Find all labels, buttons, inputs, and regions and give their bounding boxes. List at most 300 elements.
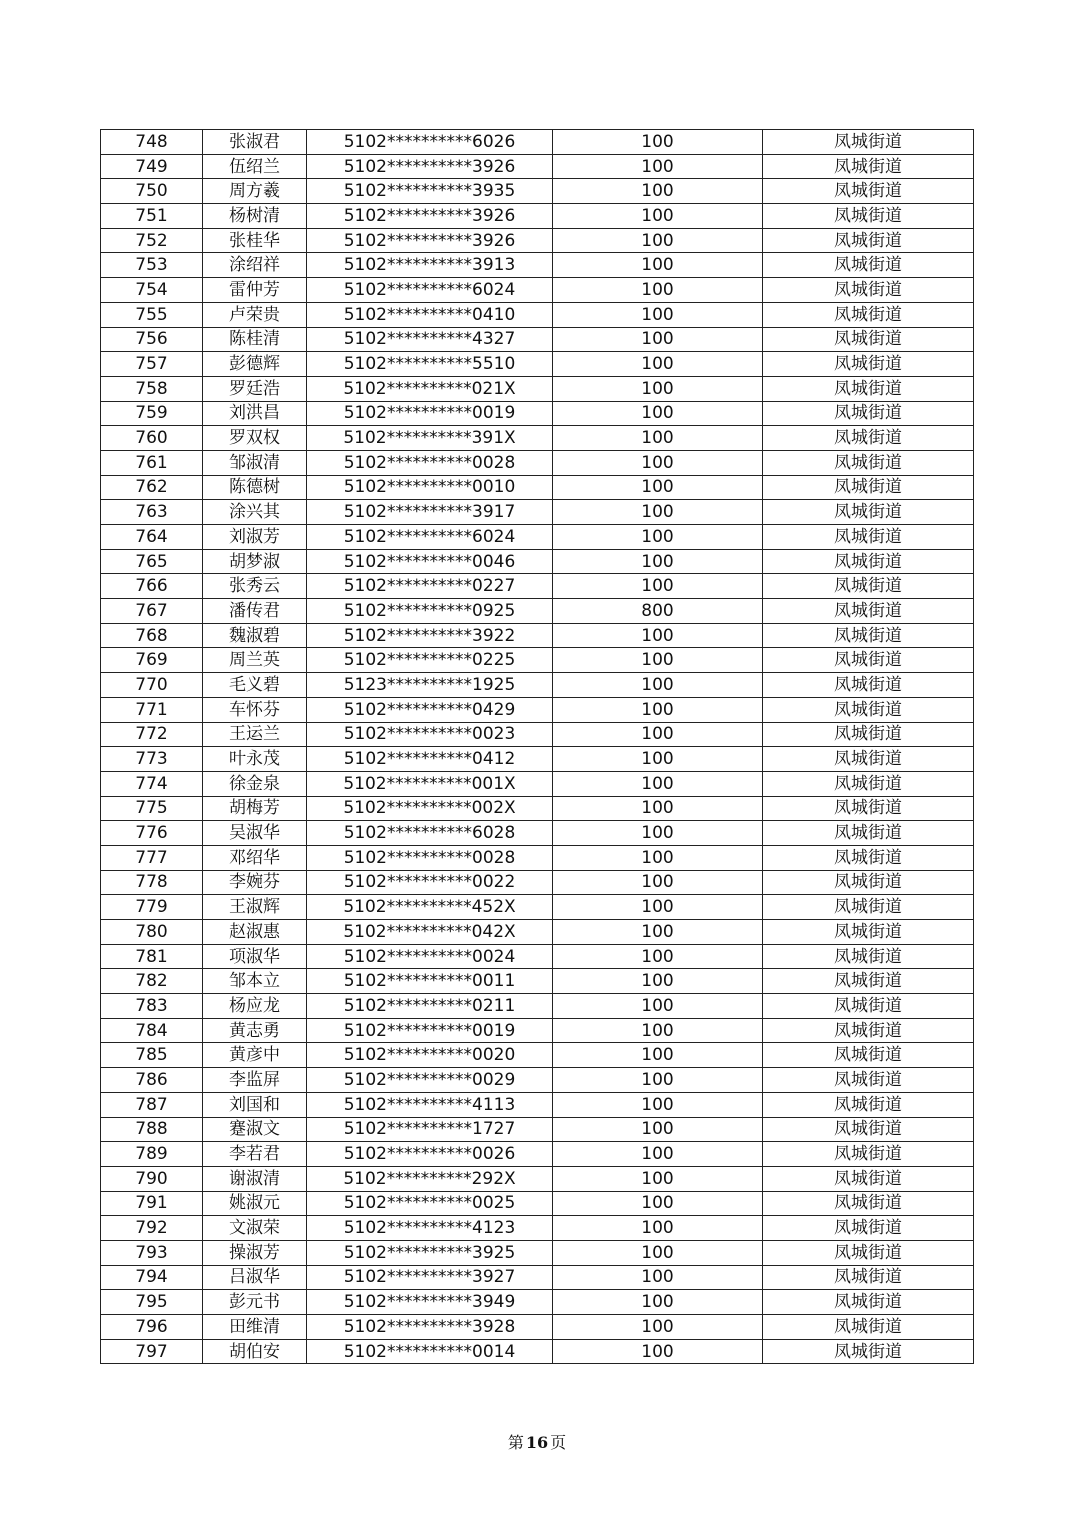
amount-cell: 100 <box>553 302 763 327</box>
amount-cell: 100 <box>553 796 763 821</box>
area-cell: 凤城街道 <box>763 1265 974 1290</box>
amount-cell: 100 <box>553 920 763 945</box>
amount-cell: 100 <box>553 994 763 1019</box>
row-number-cell: 748 <box>101 130 203 155</box>
amount-cell: 100 <box>553 845 763 870</box>
row-number-cell: 785 <box>101 1043 203 1068</box>
area-cell: 凤城街道 <box>763 796 974 821</box>
area-cell: 凤城街道 <box>763 697 974 722</box>
name-cell: 卢荣贵 <box>203 302 307 327</box>
row-number-cell: 793 <box>101 1240 203 1265</box>
name-cell: 项淑华 <box>203 944 307 969</box>
area-cell: 凤城街道 <box>763 1142 974 1167</box>
name-cell: 操淑芳 <box>203 1240 307 1265</box>
amount-cell: 100 <box>553 821 763 846</box>
table-row <box>101 278 974 303</box>
area-cell: 凤城街道 <box>763 352 974 377</box>
name-cell: 胡梦淑 <box>203 549 307 574</box>
area-cell: 凤城街道 <box>763 500 974 525</box>
area-cell: 凤城街道 <box>763 525 974 550</box>
area-cell: 凤城街道 <box>763 574 974 599</box>
row-number-cell: 797 <box>101 1339 203 1364</box>
area-cell: 凤城街道 <box>763 204 974 229</box>
area-cell: 凤城街道 <box>763 450 974 475</box>
row-number-cell: 775 <box>101 796 203 821</box>
row-number-cell: 760 <box>101 426 203 451</box>
name-cell: 彭元书 <box>203 1290 307 1315</box>
id-number-cell: 5102**********0412 <box>307 747 553 772</box>
table-row <box>101 475 974 500</box>
id-number-cell: 5102**********0019 <box>307 1018 553 1043</box>
id-number-cell: 5102**********3926 <box>307 154 553 179</box>
area-cell: 凤城街道 <box>763 401 974 426</box>
table-row <box>101 895 974 920</box>
area-cell: 凤城街道 <box>763 426 974 451</box>
amount-cell: 100 <box>553 253 763 278</box>
id-number-cell: 5102**********0046 <box>307 549 553 574</box>
row-number-cell: 771 <box>101 697 203 722</box>
table-row <box>101 1018 974 1043</box>
area-cell: 凤城街道 <box>763 278 974 303</box>
page-number: 16 <box>525 1433 549 1452</box>
table-row <box>101 204 974 229</box>
id-number-cell: 5102**********3913 <box>307 253 553 278</box>
name-cell: 王淑辉 <box>203 895 307 920</box>
name-cell: 彭德辉 <box>203 352 307 377</box>
name-cell: 罗双权 <box>203 426 307 451</box>
name-cell: 黄彦中 <box>203 1043 307 1068</box>
area-cell: 凤城街道 <box>763 549 974 574</box>
id-number-cell: 5102**********6024 <box>307 278 553 303</box>
page-footer <box>0 1430 1074 1453</box>
amount-cell: 100 <box>553 525 763 550</box>
table-row <box>101 500 974 525</box>
row-number-cell: 789 <box>101 1142 203 1167</box>
row-number-cell: 779 <box>101 895 203 920</box>
name-cell: 文淑荣 <box>203 1216 307 1241</box>
table-row <box>101 130 974 155</box>
table-row <box>101 599 974 624</box>
amount-cell: 100 <box>553 500 763 525</box>
table-row <box>101 821 974 846</box>
row-number-cell: 773 <box>101 747 203 772</box>
table-row <box>101 1068 974 1093</box>
table-row <box>101 944 974 969</box>
area-cell: 凤城街道 <box>763 870 974 895</box>
table-row <box>101 450 974 475</box>
name-cell: 雷仲芳 <box>203 278 307 303</box>
area-cell: 凤城街道 <box>763 1290 974 1315</box>
area-cell: 凤城街道 <box>763 1315 974 1340</box>
row-number-cell: 778 <box>101 870 203 895</box>
row-number-cell: 762 <box>101 475 203 500</box>
amount-cell: 100 <box>553 401 763 426</box>
amount-cell: 100 <box>553 1068 763 1093</box>
table-row <box>101 920 974 945</box>
name-cell: 胡梅芳 <box>203 796 307 821</box>
row-number-cell: 750 <box>101 179 203 204</box>
table-row <box>101 1166 974 1191</box>
row-number-cell: 786 <box>101 1068 203 1093</box>
table-row <box>101 870 974 895</box>
row-number-cell: 787 <box>101 1092 203 1117</box>
row-number-cell: 759 <box>101 401 203 426</box>
table-row <box>101 549 974 574</box>
name-cell: 吕淑华 <box>203 1265 307 1290</box>
name-cell: 周方羲 <box>203 179 307 204</box>
table-row <box>101 673 974 698</box>
row-number-cell: 781 <box>101 944 203 969</box>
row-number-cell: 792 <box>101 1216 203 1241</box>
id-number-cell: 5102**********0024 <box>307 944 553 969</box>
name-cell: 黄志勇 <box>203 1018 307 1043</box>
amount-cell: 100 <box>553 969 763 994</box>
amount-cell: 100 <box>553 1117 763 1142</box>
table-row <box>101 426 974 451</box>
table-row <box>101 722 974 747</box>
id-number-cell: 5102**********452X <box>307 895 553 920</box>
table-row <box>101 253 974 278</box>
area-cell: 凤城街道 <box>763 1216 974 1241</box>
name-cell: 刘淑芳 <box>203 525 307 550</box>
name-cell: 张桂华 <box>203 228 307 253</box>
name-cell: 车怀芬 <box>203 697 307 722</box>
area-cell: 凤城街道 <box>763 1068 974 1093</box>
row-number-cell: 782 <box>101 969 203 994</box>
amount-cell: 800 <box>553 599 763 624</box>
area-cell: 凤城街道 <box>763 969 974 994</box>
amount-cell: 100 <box>553 747 763 772</box>
name-cell: 杨应龙 <box>203 994 307 1019</box>
row-number-cell: 756 <box>101 327 203 352</box>
id-number-cell: 5102**********0023 <box>307 722 553 747</box>
table-row <box>101 1092 974 1117</box>
id-number-cell: 5102**********0020 <box>307 1043 553 1068</box>
area-cell: 凤城街道 <box>763 771 974 796</box>
area-cell: 凤城街道 <box>763 1191 974 1216</box>
amount-cell: 100 <box>553 450 763 475</box>
area-cell: 凤城街道 <box>763 845 974 870</box>
id-number-cell: 5102**********0025 <box>307 1191 553 1216</box>
name-cell: 潘传君 <box>203 599 307 624</box>
row-number-cell: 784 <box>101 1018 203 1043</box>
row-number-cell: 755 <box>101 302 203 327</box>
name-cell: 邹本立 <box>203 969 307 994</box>
area-cell: 凤城街道 <box>763 623 974 648</box>
id-number-cell: 5102**********3935 <box>307 179 553 204</box>
row-number-cell: 761 <box>101 450 203 475</box>
id-number-cell: 5102**********0429 <box>307 697 553 722</box>
name-cell: 蹇淑文 <box>203 1117 307 1142</box>
name-cell: 叶永茂 <box>203 747 307 772</box>
row-number-cell: 795 <box>101 1290 203 1315</box>
area-cell: 凤城街道 <box>763 253 974 278</box>
table-row <box>101 994 974 1019</box>
amount-cell: 100 <box>553 376 763 401</box>
name-cell: 涂兴其 <box>203 500 307 525</box>
area-cell: 凤城街道 <box>763 130 974 155</box>
name-cell: 罗廷浩 <box>203 376 307 401</box>
row-number-cell: 749 <box>101 154 203 179</box>
area-cell: 凤城街道 <box>763 154 974 179</box>
row-number-cell: 754 <box>101 278 203 303</box>
name-cell: 谢淑清 <box>203 1166 307 1191</box>
area-cell: 凤城街道 <box>763 1018 974 1043</box>
amount-cell: 100 <box>553 895 763 920</box>
amount-cell: 100 <box>553 697 763 722</box>
table-row <box>101 969 974 994</box>
name-cell: 胡伯安 <box>203 1339 307 1364</box>
table-row <box>101 327 974 352</box>
amount-cell: 100 <box>553 475 763 500</box>
name-cell: 刘洪昌 <box>203 401 307 426</box>
id-number-cell: 5102**********0028 <box>307 845 553 870</box>
id-number-cell: 5102**********0026 <box>307 1142 553 1167</box>
amount-cell: 100 <box>553 1142 763 1167</box>
table-row <box>101 648 974 673</box>
amount-cell: 100 <box>553 228 763 253</box>
area-cell: 凤城街道 <box>763 1043 974 1068</box>
area-cell: 凤城街道 <box>763 1240 974 1265</box>
amount-cell: 100 <box>553 1018 763 1043</box>
name-cell: 李婉芬 <box>203 870 307 895</box>
table-row <box>101 1315 974 1340</box>
id-number-cell: 5102**********3917 <box>307 500 553 525</box>
id-number-cell: 5102**********292X <box>307 1166 553 1191</box>
id-number-cell: 5102**********3925 <box>307 1240 553 1265</box>
id-number-cell: 5102**********002X <box>307 796 553 821</box>
id-number-cell: 5102**********6026 <box>307 130 553 155</box>
amount-cell: 100 <box>553 1339 763 1364</box>
amount-cell: 100 <box>553 870 763 895</box>
table-row <box>101 697 974 722</box>
amount-cell: 100 <box>553 179 763 204</box>
row-number-cell: 764 <box>101 525 203 550</box>
amount-cell: 100 <box>553 1043 763 1068</box>
id-number-cell: 5102**********021X <box>307 376 553 401</box>
name-cell: 张淑君 <box>203 130 307 155</box>
amount-cell: 100 <box>553 426 763 451</box>
amount-cell: 100 <box>553 1265 763 1290</box>
name-cell: 张秀云 <box>203 574 307 599</box>
area-cell: 凤城街道 <box>763 599 974 624</box>
id-number-cell: 5102**********042X <box>307 920 553 945</box>
row-number-cell: 791 <box>101 1191 203 1216</box>
table-row <box>101 623 974 648</box>
row-number-cell: 753 <box>101 253 203 278</box>
name-cell: 陈德树 <box>203 475 307 500</box>
name-cell: 魏淑碧 <box>203 623 307 648</box>
amount-cell: 100 <box>553 1315 763 1340</box>
area-cell: 凤城街道 <box>763 747 974 772</box>
area-cell: 凤城街道 <box>763 1092 974 1117</box>
roster-table-body <box>101 130 974 1364</box>
row-number-cell: 763 <box>101 500 203 525</box>
row-number-cell: 796 <box>101 1315 203 1340</box>
id-number-cell: 5102**********3922 <box>307 623 553 648</box>
table-row <box>101 154 974 179</box>
amount-cell: 100 <box>553 549 763 574</box>
row-number-cell: 776 <box>101 821 203 846</box>
id-number-cell: 5102**********0011 <box>307 969 553 994</box>
area-cell: 凤城街道 <box>763 994 974 1019</box>
name-cell: 邹淑清 <box>203 450 307 475</box>
id-number-cell: 5123**********1925 <box>307 673 553 698</box>
id-number-cell: 5102**********4113 <box>307 1092 553 1117</box>
table-row <box>101 796 974 821</box>
name-cell: 徐金泉 <box>203 771 307 796</box>
footer-prefix: 第 <box>507 1433 524 1452</box>
name-cell: 田维清 <box>203 1315 307 1340</box>
id-number-cell: 5102**********3926 <box>307 204 553 229</box>
table-row <box>101 574 974 599</box>
area-cell: 凤城街道 <box>763 228 974 253</box>
amount-cell: 100 <box>553 623 763 648</box>
amount-cell: 100 <box>553 352 763 377</box>
name-cell: 杨树清 <box>203 204 307 229</box>
table-row <box>101 179 974 204</box>
area-cell: 凤城街道 <box>763 920 974 945</box>
id-number-cell: 5102**********3927 <box>307 1265 553 1290</box>
amount-cell: 100 <box>553 722 763 747</box>
amount-cell: 100 <box>553 1216 763 1241</box>
table-row <box>101 1216 974 1241</box>
name-cell: 王运兰 <box>203 722 307 747</box>
row-number-cell: 770 <box>101 673 203 698</box>
table-row <box>101 525 974 550</box>
row-number-cell: 752 <box>101 228 203 253</box>
area-cell: 凤城街道 <box>763 1117 974 1142</box>
row-number-cell: 783 <box>101 994 203 1019</box>
amount-cell: 100 <box>553 673 763 698</box>
table-row <box>101 747 974 772</box>
amount-cell: 100 <box>553 204 763 229</box>
id-number-cell: 5102**********4327 <box>307 327 553 352</box>
table-row <box>101 771 974 796</box>
name-cell: 毛义碧 <box>203 673 307 698</box>
row-number-cell: 766 <box>101 574 203 599</box>
table-row <box>101 1117 974 1142</box>
name-cell: 涂绍祥 <box>203 253 307 278</box>
area-cell: 凤城街道 <box>763 1339 974 1364</box>
amount-cell: 100 <box>553 771 763 796</box>
table-row <box>101 1142 974 1167</box>
row-number-cell: 790 <box>101 1166 203 1191</box>
id-number-cell: 5102**********0410 <box>307 302 553 327</box>
name-cell: 李若君 <box>203 1142 307 1167</box>
area-cell: 凤城街道 <box>763 1166 974 1191</box>
roster-table <box>100 129 974 1364</box>
name-cell: 赵淑惠 <box>203 920 307 945</box>
id-number-cell: 5102**********0029 <box>307 1068 553 1093</box>
name-cell: 姚淑元 <box>203 1191 307 1216</box>
row-number-cell: 751 <box>101 204 203 229</box>
table-row <box>101 1240 974 1265</box>
id-number-cell: 5102**********001X <box>307 771 553 796</box>
table-row <box>101 1290 974 1315</box>
name-cell: 刘国和 <box>203 1092 307 1117</box>
row-number-cell: 777 <box>101 845 203 870</box>
id-number-cell: 5102**********0022 <box>307 870 553 895</box>
id-number-cell: 5102**********0227 <box>307 574 553 599</box>
row-number-cell: 788 <box>101 1117 203 1142</box>
table-row <box>101 376 974 401</box>
amount-cell: 100 <box>553 154 763 179</box>
amount-cell: 100 <box>553 1240 763 1265</box>
row-number-cell: 769 <box>101 648 203 673</box>
area-cell: 凤城街道 <box>763 673 974 698</box>
name-cell: 周兰英 <box>203 648 307 673</box>
table-row <box>101 302 974 327</box>
row-number-cell: 794 <box>101 1265 203 1290</box>
amount-cell: 100 <box>553 1166 763 1191</box>
amount-cell: 100 <box>553 944 763 969</box>
name-cell: 吴淑华 <box>203 821 307 846</box>
id-number-cell: 5102**********5510 <box>307 352 553 377</box>
amount-cell: 100 <box>553 278 763 303</box>
area-cell: 凤城街道 <box>763 327 974 352</box>
id-number-cell: 5102**********0225 <box>307 648 553 673</box>
id-number-cell: 5102**********6024 <box>307 525 553 550</box>
row-number-cell: 758 <box>101 376 203 401</box>
table-row <box>101 228 974 253</box>
row-number-cell: 757 <box>101 352 203 377</box>
row-number-cell: 780 <box>101 920 203 945</box>
area-cell: 凤城街道 <box>763 944 974 969</box>
table-row <box>101 1265 974 1290</box>
id-number-cell: 5102**********3926 <box>307 228 553 253</box>
area-cell: 凤城街道 <box>763 475 974 500</box>
amount-cell: 100 <box>553 574 763 599</box>
id-number-cell: 5102**********3928 <box>307 1315 553 1340</box>
id-number-cell: 5102**********4123 <box>307 1216 553 1241</box>
row-number-cell: 765 <box>101 549 203 574</box>
area-cell: 凤城街道 <box>763 895 974 920</box>
footer-suffix: 页 <box>550 1433 567 1452</box>
id-number-cell: 5102**********0019 <box>307 401 553 426</box>
id-number-cell: 5102**********0211 <box>307 994 553 1019</box>
id-number-cell: 5102**********0925 <box>307 599 553 624</box>
area-cell: 凤城街道 <box>763 179 974 204</box>
row-number-cell: 772 <box>101 722 203 747</box>
amount-cell: 100 <box>553 648 763 673</box>
table-row <box>101 1191 974 1216</box>
name-cell: 邓绍华 <box>203 845 307 870</box>
area-cell: 凤城街道 <box>763 821 974 846</box>
id-number-cell: 5102**********3949 <box>307 1290 553 1315</box>
table-row <box>101 1043 974 1068</box>
name-cell: 陈桂清 <box>203 327 307 352</box>
name-cell: 李监屏 <box>203 1068 307 1093</box>
id-number-cell: 5102**********6028 <box>307 821 553 846</box>
table-row <box>101 1339 974 1364</box>
amount-cell: 100 <box>553 1092 763 1117</box>
id-number-cell: 5102**********0010 <box>307 475 553 500</box>
area-cell: 凤城街道 <box>763 648 974 673</box>
name-cell: 伍绍兰 <box>203 154 307 179</box>
row-number-cell: 768 <box>101 623 203 648</box>
table-row <box>101 352 974 377</box>
table-row <box>101 401 974 426</box>
id-number-cell: 5102**********391X <box>307 426 553 451</box>
amount-cell: 100 <box>553 1191 763 1216</box>
area-cell: 凤城街道 <box>763 722 974 747</box>
row-number-cell: 774 <box>101 771 203 796</box>
area-cell: 凤城街道 <box>763 302 974 327</box>
id-number-cell: 5102**********1727 <box>307 1117 553 1142</box>
id-number-cell: 5102**********0014 <box>307 1339 553 1364</box>
amount-cell: 100 <box>553 327 763 352</box>
